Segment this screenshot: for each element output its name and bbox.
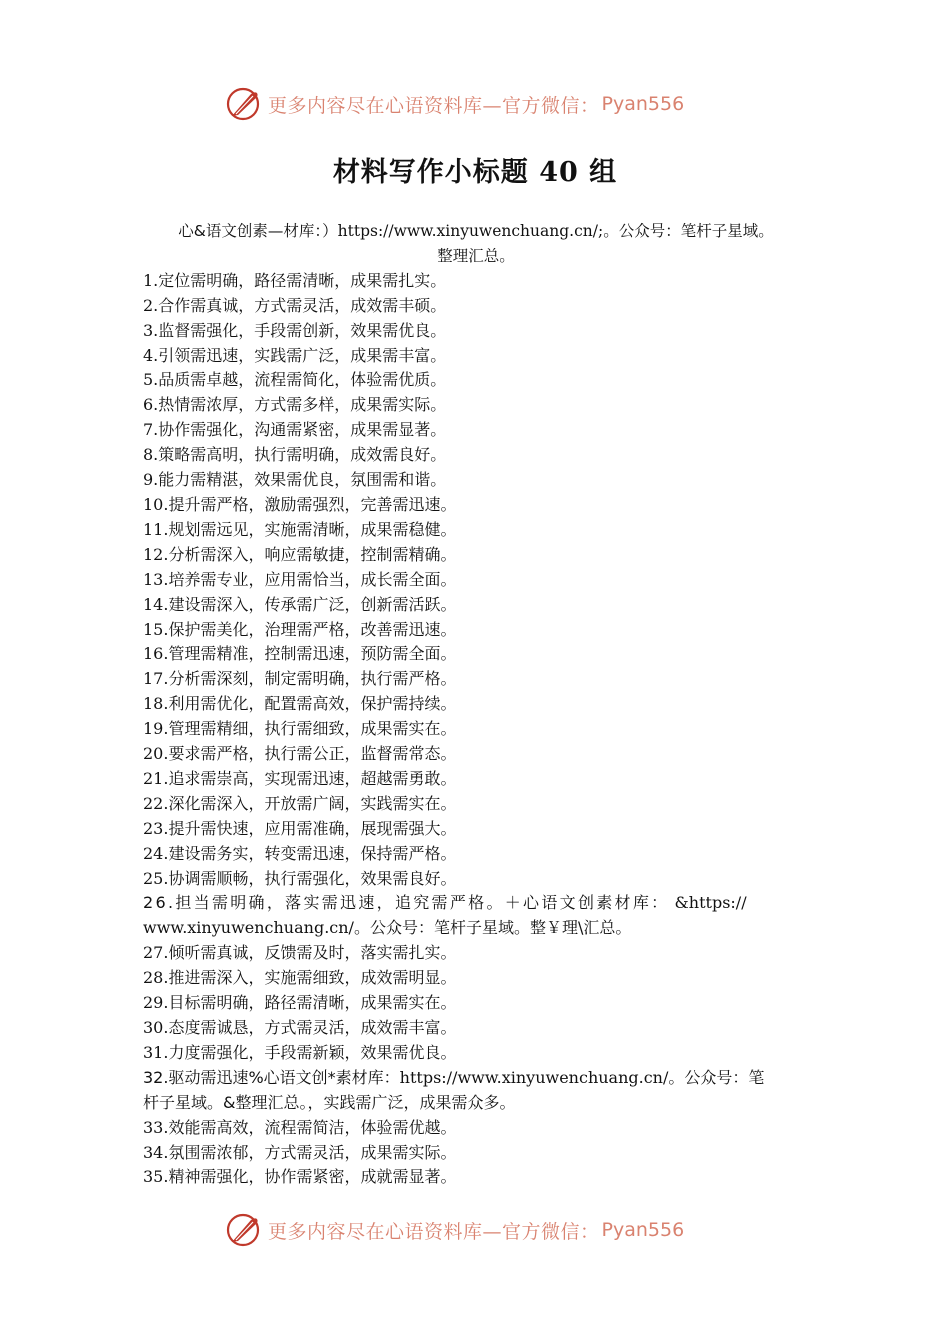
intro-suffix: 。公众号：笔杆子星域。: [603, 222, 774, 240]
list-item: 18.利用需优化，配置需高效，保护需持续。: [143, 694, 457, 714]
list-item: 8.策略需高明，执行需明确，成效需良好。: [143, 445, 447, 465]
item32-url: https://www.xinyuwenchuang.cn/: [399, 1067, 669, 1087]
intro-line-1: [143, 219, 809, 244]
item26-url-end: www.xinyuwenchuang.cn/: [143, 918, 354, 938]
list-item: 23.提升需快速，应用需准确，展现需强大。: [143, 818, 457, 838]
list-item: 13.培养需专业，应用需恰当，成长需全面。: [143, 569, 457, 589]
list-item-32: [143, 1066, 809, 1116]
list-item: 19.管理需精细，执行需细致，成果需实在。: [143, 719, 457, 739]
intro-line-2: 整理汇总。: [437, 246, 515, 265]
banner-wechat-id: Pyan556: [601, 93, 685, 115]
list-item: 12.分析需深入，响应需敏捷，控制需精确。: [143, 544, 457, 564]
list-item: 10.提升需严格，激励需强烈，完善需迅速。: [143, 494, 457, 514]
item26-url-start: &https://: [674, 893, 747, 913]
item32-line-1: [143, 1066, 809, 1091]
list-item: 7.协作需强化，沟通需紧密，成果需显著。: [143, 420, 447, 440]
list-item: 9.能力需精湛，效果需优良，氛围需和谐。: [143, 470, 447, 490]
banner-text: 更多内容尽在心语资料库—官方微信：: [268, 1220, 600, 1243]
banner-text: 更多内容尽在心语资料库—官方微信：: [268, 94, 600, 117]
item26-text: 26.担当需明确，落实需迅速，追究需严格。＋心语文创素材库：: [143, 893, 670, 913]
list-item: 1.定位需明确，路径需清晰，成果需扎实。: [143, 270, 447, 290]
list-item: 21.追求需崇高，实现需迅速，超越需勇敢。: [143, 768, 457, 788]
document-body: [143, 219, 809, 1190]
list-item: 28.推进需深入，实施需细致，成效需明显。: [143, 968, 457, 988]
list-item: 2.合作需真诚，方式需灵活，成效需丰硕。: [143, 295, 447, 315]
list-item: 14.建设需深入，传承需广泛，创新需活跃。: [143, 594, 457, 614]
list-item: 24.建设需务实，转变需迅速，保持需严格。: [143, 843, 457, 863]
list-item: 33.效能需高效，流程需简洁，体验需优越。: [143, 1117, 457, 1137]
list-item: 4.引领需迅速，实践需广泛，成果需丰富。: [143, 345, 447, 365]
list-item: 27.倾听需真诚，反馈需及时，落实需扎实。: [143, 943, 457, 963]
list-item: 6.热情需浓厚，方式需多样，成果需实际。: [143, 395, 447, 415]
item26-tail: 。公众号：笔杆子星域。整￥理\汇总。: [353, 918, 632, 938]
list-item: 17.分析需深刻，制定需明确，执行需严格。: [143, 669, 457, 689]
list-item: 31.力度需强化，手段需新颖，效果需优良。: [143, 1042, 457, 1062]
quill-pen-icon: [226, 1212, 262, 1248]
item32-text: 32.驱动需迅速%心语文创*素材库：: [143, 1067, 400, 1087]
banner-wechat-id: Pyan556: [601, 1219, 685, 1241]
intro-url: https://www.xinyuwenchuang.cn/;: [337, 222, 604, 240]
header-banner: [226, 84, 746, 124]
list-item: 16.管理需精准，控制需迅速，预防需全面。: [143, 644, 457, 664]
list-item: 5.品质需卓越，流程需简化，体验需优质。: [143, 370, 447, 390]
footer-banner: [226, 1210, 746, 1250]
list-item: 29.目标需明确，路径需清晰，成果需实在。: [143, 993, 457, 1013]
item26-line-2: [143, 916, 809, 941]
list-item: 20.要求需严格，执行需公正，监督需常态。: [143, 744, 457, 764]
list-item: 30.态度需诚恳，方式需灵活，成效需丰富。: [143, 1018, 457, 1037]
list-item: 34.氛围需浓郁，方式需灵活，成果需实际。: [143, 1142, 457, 1162]
intro-paragraph: [143, 219, 809, 269]
list-item: 25.协调需顺畅，执行需强化，效果需良好。: [143, 868, 457, 888]
item32-line-2: 杆子星域。&整理汇总。，实践需广泛，成果需众多。: [143, 1092, 516, 1112]
list-item: 11.规划需远见，实施需清晰，成果需稳健。: [143, 519, 457, 539]
item32-tail: 。公众号：笔: [668, 1067, 765, 1087]
list-item: 35.精神需强化，协作需紧密，成就需显著。: [143, 1167, 457, 1187]
quill-pen-icon: [226, 86, 262, 122]
intro-prefix: 心&语文创素—材库：）: [178, 222, 338, 240]
page-title: 材料写作小标题 40 组: [332, 157, 618, 188]
list-item: 15.保护需美化，治理需严格，改善需迅速。: [143, 619, 457, 639]
list-item-26: [143, 891, 809, 941]
item26-line-1: [143, 891, 809, 916]
list-item: 3.监督需强化，手段需创新，效果需优良。: [143, 320, 447, 340]
list-item: 22.深化需深入，开放需广阔，实践需实在。: [143, 793, 457, 813]
